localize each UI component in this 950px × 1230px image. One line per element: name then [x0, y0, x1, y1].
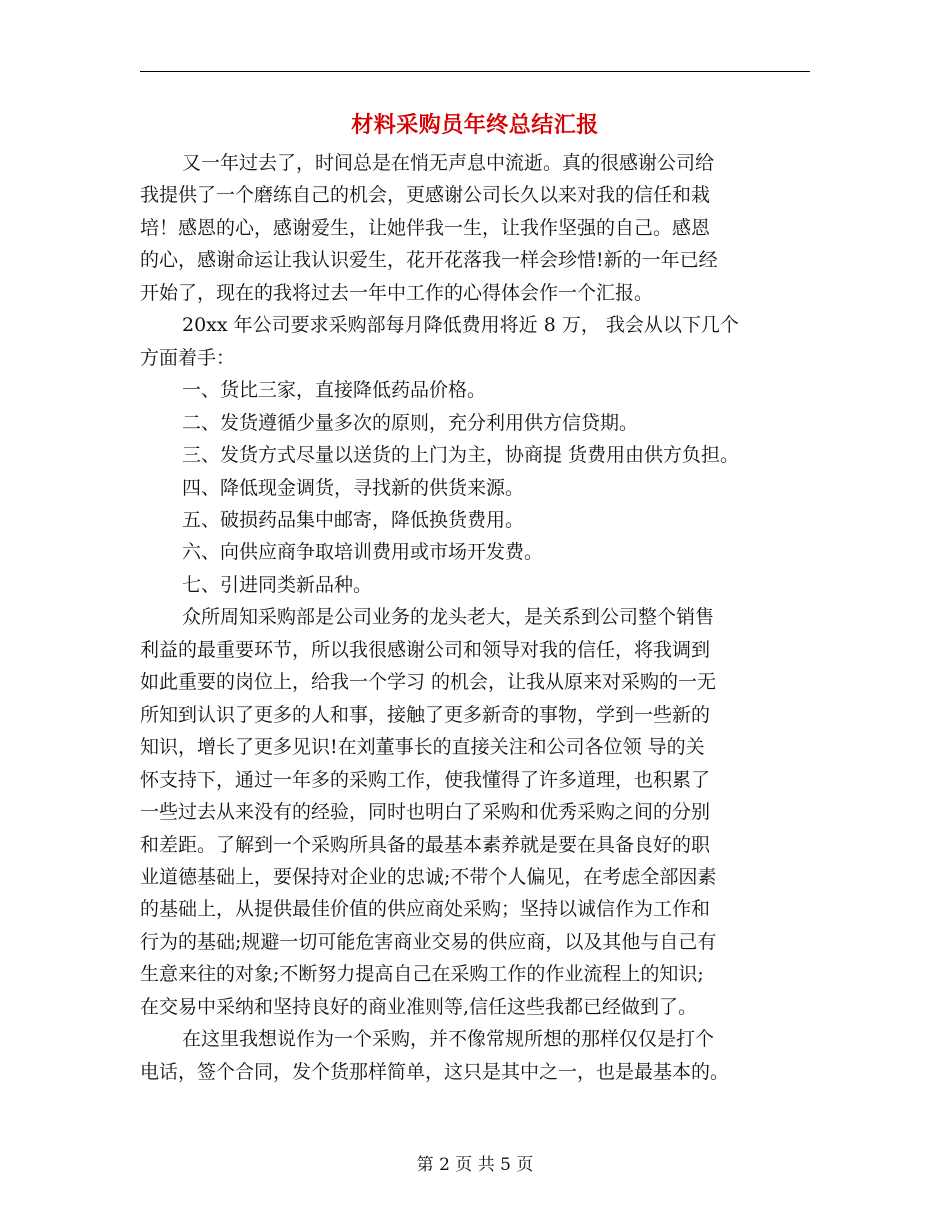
body-line: 四、降低现金调货，寻找新的供货来源。 [182, 476, 525, 499]
body-line: 生意来往的对象;不断努力提高自己在采购工作的作业流程上的知识; [140, 963, 704, 986]
body-line: 和差距。了解到一个采购所具备的最基本素养就是要在具备良好的职 [140, 833, 711, 856]
body-line: 众所周知采购部是公司业务的龙头老大，是关系到公司整个销售 [182, 606, 715, 629]
body-line: 开始了，现在的我将过去一年中工作的心得体会作一个汇报。 [140, 281, 654, 304]
body-line: 利益的最重要环节，所以我很感谢公司和领导对我的信任，将我调到 [140, 638, 711, 661]
body-line: 行为的基础;规避一切可能危害商业交易的供应商，以及其他与自己有 [140, 930, 717, 953]
page-number-footer: 第 2 页 共 5 页 [416, 1155, 534, 1175]
body-line: 培！感恩的心，感谢爱生，让她伴我一生，让我作坚强的自己。感恩 [140, 216, 711, 239]
body-line: 一些过去从来没有的经验，同时也明白了采购和优秀采购之间的分别 [140, 801, 711, 824]
body-line: 的心，感谢命运让我认识爱生，花开花落我一样会珍惜!新的一年已经 [140, 249, 718, 272]
body-line: 怀支持下，通过一年多的采购工作，使我懂得了许多道理，也积累了 [140, 768, 711, 791]
body-line: 六、向供应商争取培训费用或市场开发费。 [182, 541, 544, 564]
document-title: 材料采购员年终总结汇报 [351, 112, 599, 138]
body-line: 一、货比三家，直接降低药品价格。 [182, 379, 487, 402]
body-line: 方面着手： [140, 346, 236, 369]
body-line: 所知到认识了更多的人和事，接触了更多新奇的事物，学到一些新的 [140, 703, 711, 726]
body-line: 电话，签个合同，发个货那样简单，这只是其中之一，也是最基本的。 [140, 1060, 730, 1083]
body-line: 三、发货方式尽量以送货的上门为主，协商提 货费用由供方负担。 [182, 444, 740, 467]
body-line: 20xx 年公司要求采购部每月降低费用将近 8 万， 我会从以下几个 [182, 314, 739, 337]
body-line: 我提供了一个磨练自己的机会，更感谢公司长久以来对我的信任和栽 [140, 184, 711, 207]
body-line: 又一年过去了，时间总是在悄无声息中流逝。真的很感谢公司给 [182, 152, 715, 174]
body-line: 如此重要的岗位上，给我一个学习 的机会，让我从原来对采购的一无 [140, 671, 717, 694]
body-line: 在交易中采纳和坚持良好的商业准则等,信任这些我都已经做到了。 [140, 995, 698, 1018]
header-rule [140, 71, 810, 72]
body-line: 的基础上，从提供最佳价值的供应商处采购；坚持以诚信作为工作和 [140, 898, 711, 921]
body-line: 在这里我想说作为一个采购，并不像常规所想的那样仅仅是打个 [182, 1028, 715, 1051]
body-line: 业道德基础上，要保持对企业的忠诚;不带个人偏见，在考虑全部因素 [140, 865, 717, 888]
body-line: 五、破损药品集中邮寄，降低换货费用。 [182, 508, 525, 531]
body-line: 二、发货遵循少量多次的原则，充分利用供方信贷期。 [182, 411, 639, 434]
document-body [140, 147, 830, 1088]
body-line: 知识，增长了更多见识!在刘董事长的直接关注和公司各位领 导的关 [140, 736, 705, 759]
body-line: 七、引进同类新品种。 [182, 573, 373, 596]
